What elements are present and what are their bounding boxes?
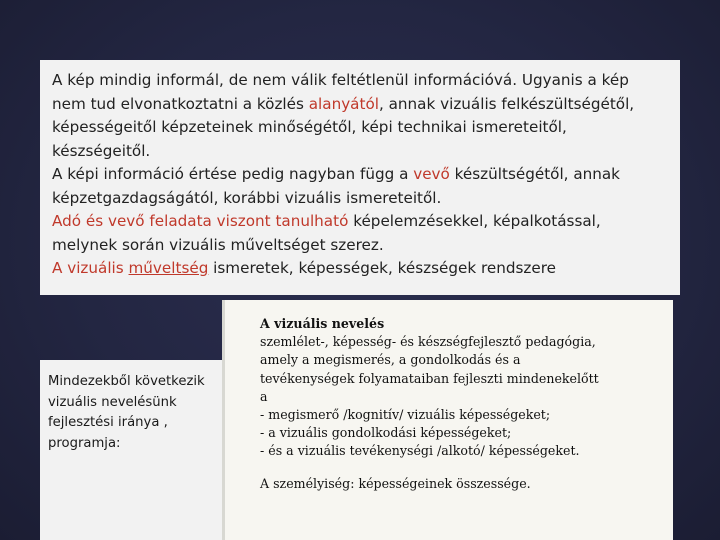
- paragraph-line: [52, 187, 682, 211]
- scan-title: A vizuális nevelés: [260, 316, 385, 331]
- scanned-text: [260, 315, 599, 493]
- scan-line: - a vizuális gondolkodási képességeket;: [260, 425, 512, 441]
- paragraph-text: képelemzésekkel, képalkotással,: [348, 212, 601, 230]
- scan-line: tevékenységek folyamataiban fejleszti mindenekelőtt: [260, 370, 599, 386]
- highlight-muveltseg: műveltség: [128, 259, 209, 277]
- highlight-vizualis: A vizuális: [52, 259, 129, 277]
- paragraph-text: képességeitől képzeteinek minőségétől, képi technikai ismereteitől,: [52, 118, 567, 136]
- scanned-definition-image: [222, 300, 673, 540]
- paragraph-line: [52, 93, 682, 117]
- paragraph-text: ismeretek, képességek, készségek rendszere: [208, 259, 556, 277]
- scan-line: szemlélet-, képesség- és készségfejlesztő pedagógia,: [260, 334, 596, 350]
- conclusion-note: [48, 372, 230, 454]
- paragraph-text: A képi információ értése pedig nagyban függ a: [52, 165, 414, 183]
- highlight-alanyatol: alanyától: [308, 94, 379, 113]
- paragraph-line: [52, 257, 682, 281]
- note-line: Mindezekből következik: [48, 374, 205, 389]
- note-line: vizuális nevelésünk: [48, 394, 177, 410]
- paragraph-text: képzetgazdagságától, korábbi vizuális ismereteitől.: [52, 188, 442, 207]
- paragraph-text: nem tud elvonatkoztatni a közlés: [52, 94, 309, 113]
- scan-line: amely a megismerés, a gondolkodás és a: [260, 352, 521, 368]
- scan-spacer: [260, 461, 599, 475]
- paragraph-text: melynek során vizuális műveltséget szerez.: [52, 235, 384, 254]
- scan-line: - és a vizuális tevékenységi /alkotó/ képességeket.: [260, 443, 580, 459]
- highlight-ado-es-vevo: Adó és vevő feladata viszont tanulható: [52, 212, 349, 230]
- highlight-vevo: vevő: [413, 165, 450, 183]
- scan-footer: A személyiség: képességeinek összessége.: [260, 475, 531, 491]
- paragraph-line: [52, 210, 682, 234]
- paragraph-line: [52, 140, 682, 164]
- paragraph-line: [52, 69, 682, 93]
- note-line: fejlesztési iránya ,: [48, 415, 168, 430]
- paragraph-text: A kép mindig informál, de nem válik feltétlenül információvá. Ugyanis a kép: [52, 71, 629, 89]
- paragraph-text: , annak vizuális felkészültségétől,: [378, 94, 635, 113]
- paragraph-text: készültségétől, annak: [449, 165, 620, 183]
- paragraph-line: [52, 163, 682, 187]
- note-line: programja:: [48, 435, 121, 451]
- paragraph-line: [52, 116, 682, 140]
- paragraph-text: készségeitől.: [52, 141, 151, 160]
- main-paragraph: [52, 69, 682, 281]
- scan-line: a: [260, 388, 268, 404]
- scan-line: - megismerő /kognitív/ vizuális képességeket;: [260, 407, 551, 423]
- paragraph-line: [52, 234, 682, 258]
